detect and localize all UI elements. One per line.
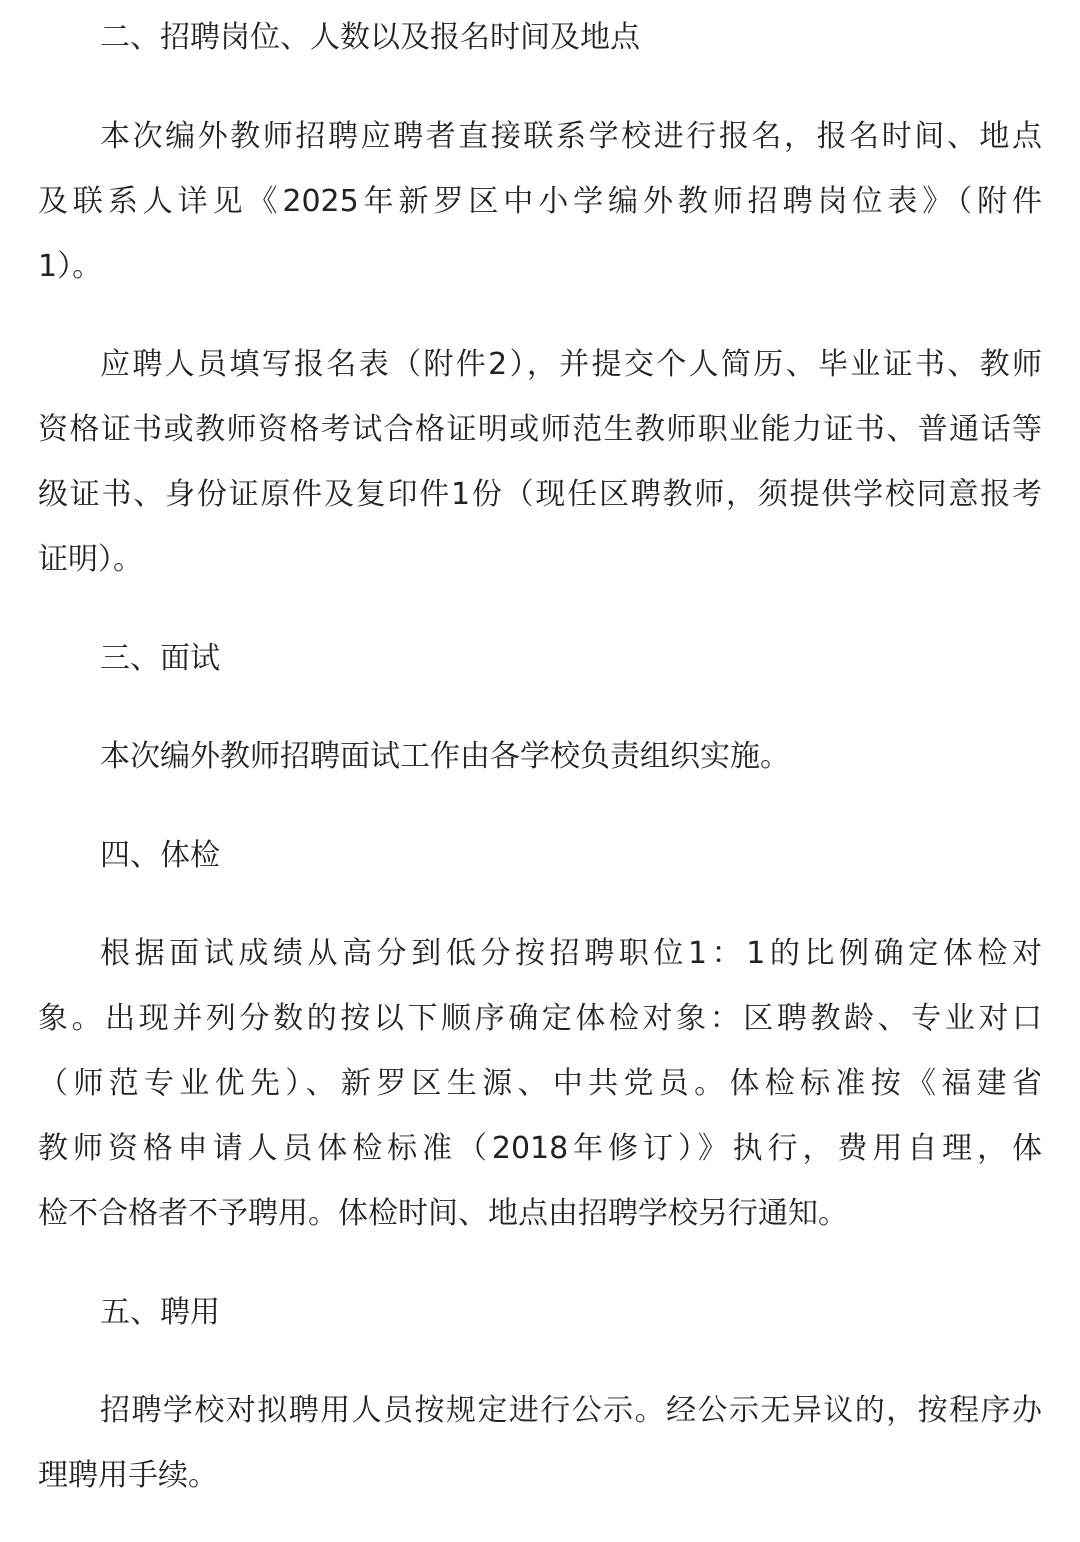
paragraph-medical-exam	[38, 921, 1042, 1246]
paragraph-line: 级证书、身份证原件及复印件1份（现任区聘教师，须提供学校同意报考	[38, 477, 1042, 512]
document-body	[38, 0, 1042, 1542]
paragraph-line: 本次编外教师招聘应聘者直接联系学校进行报名，报名时间、地点	[100, 118, 1042, 154]
section-heading: 四、体检	[100, 837, 220, 873]
paragraph-line: 招聘学校对拟聘用人员按规定进行公示。经公示无异议的，按程序办	[100, 1393, 1042, 1428]
paragraph-line: 证明）。	[38, 542, 143, 577]
paragraph-application-materials	[38, 332, 1042, 592]
paragraph-line: （师范专业优先）、新罗区生源、中共党员。体检标准按《福建省	[38, 1066, 1042, 1101]
section-heading-employment	[38, 1280, 1042, 1345]
paragraph-line: 资格证书或教师资格考试合格证明或师范生教师职业能力证书、普通话等	[38, 412, 1042, 447]
section-heading: 五、聘用	[100, 1294, 220, 1330]
paragraph-line: 1）。	[38, 248, 103, 284]
paragraph-line: 象。出现并列分数的按以下顺序确定体检对象：区聘教龄、专业对口	[38, 1001, 1042, 1036]
paragraph-interview	[38, 724, 1042, 789]
section-heading-recruitment-posts	[38, 5, 1042, 70]
paragraph-line: 及联系人详见《2025年新罗区中小学编外教师招聘岗位表》（附件	[38, 183, 1042, 219]
section-heading-medical-exam	[38, 823, 1042, 888]
paragraph-registration-contact	[38, 104, 1042, 299]
section-heading: 三、面试	[100, 640, 220, 676]
section-heading-interview	[38, 626, 1042, 691]
paragraph-line: 理聘用手续。	[38, 1458, 218, 1493]
paragraph-line: 检不合格者不予聘用。体检时间、地点由招聘学校另行通知。	[38, 1196, 848, 1231]
paragraph-line: 本次编外教师招聘面试工作由各学校负责组织实施。	[100, 739, 790, 774]
paragraph-employment	[38, 1378, 1042, 1508]
paragraph-line: 应聘人员填写报名表（附件2），并提交个人简历、毕业证书、教师	[100, 347, 1042, 382]
paragraph-line: 根据面试成绩从高分到低分按招聘职位1：1的比例确定体检对	[100, 936, 1042, 971]
paragraph-line: 教师资格申请人员体检标准（2018年修订）》执行，费用自理，体	[38, 1131, 1042, 1166]
section-heading: 二、招聘岗位、人数以及报名时间及地点	[100, 20, 640, 55]
